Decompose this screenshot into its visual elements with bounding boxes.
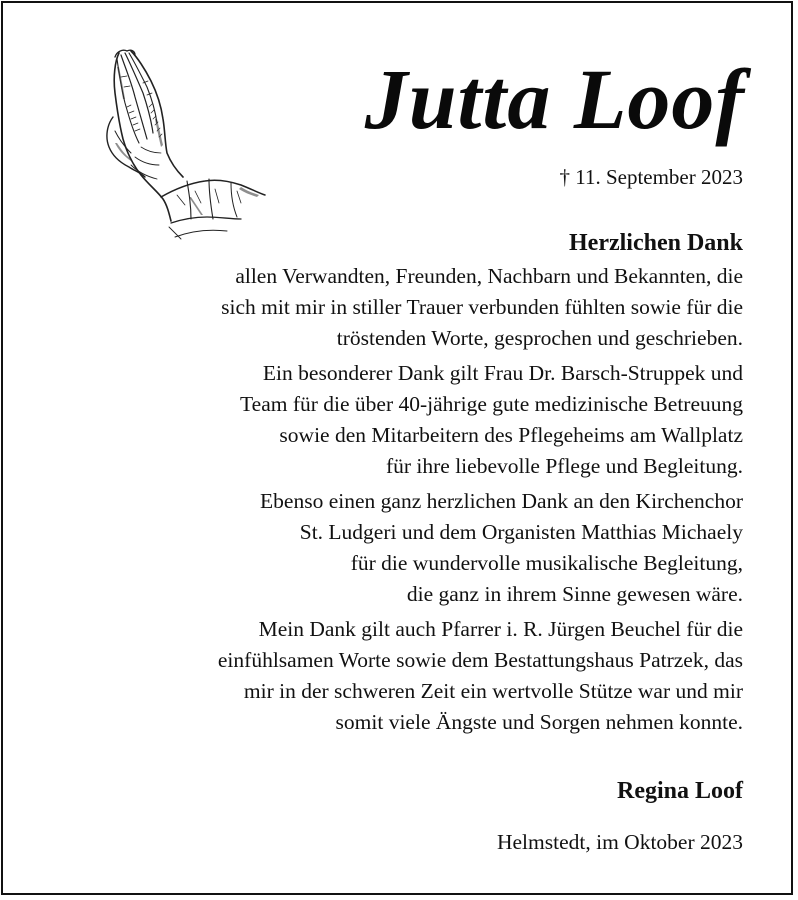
text-line: St. Ludgeri und dem Organisten Matthias Michaely bbox=[299, 520, 743, 544]
text-line: einfühlsamen Worte sowie dem Bestattungshaus Patrzek, das bbox=[217, 648, 743, 672]
text-line: somit viele Ängste und Sorgen nehmen konnte. bbox=[335, 710, 743, 734]
signature: Regina Loof bbox=[617, 778, 743, 804]
thank-you-text bbox=[23, 227, 743, 742]
notice-frame bbox=[1, 1, 793, 895]
text-line: Mein Dank gilt auch Pfarrer i. R. Jürgen Beuchel für die bbox=[258, 617, 743, 641]
text-line: die ganz in ihrem Sinne gewesen wäre. bbox=[406, 582, 743, 606]
text-line: allen Verwandten, Freunden, Nachbarn und Bekannten, die bbox=[235, 264, 743, 288]
paragraph-pastor bbox=[23, 614, 743, 738]
text-line: mir in der schweren Zeit ein wertvolle Stütze war und mir bbox=[243, 679, 743, 703]
text-line: tröstenden Worte, gesprochen und geschrieben. bbox=[336, 326, 743, 350]
paragraph-choir bbox=[23, 486, 743, 610]
paragraph-care bbox=[23, 358, 743, 482]
text-line: sowie den Mitarbeitern des Pflegeheims am Wallplatz bbox=[279, 423, 743, 447]
place-date: Helmstedt, im Oktober 2023 bbox=[496, 830, 743, 854]
text-line: sich mit mir in stiller Trauer verbunden fühlten sowie für die bbox=[221, 295, 743, 319]
text-line: Team für die über 40-jährige gute medizinische Betreuung bbox=[240, 392, 743, 416]
text-line: für die wundervolle musikalische Begleitung, bbox=[350, 551, 743, 575]
text-line: Ein besonderer Dank gilt Frau Dr. Barsch-Struppek und bbox=[262, 361, 743, 385]
thank-you-heading: Herzlichen Dank bbox=[569, 230, 743, 256]
praying-hands-icon bbox=[91, 47, 269, 245]
death-date: † 11. September 2023 bbox=[559, 165, 743, 189]
text-line: für ihre liebevolle Pflege und Begleitung. bbox=[385, 454, 743, 478]
paragraph-relatives bbox=[23, 261, 743, 354]
text-line: Ebenso einen ganz herzlichen Dank an den Kirchenchor bbox=[260, 489, 743, 513]
deceased-name: Jutta Loof bbox=[364, 51, 745, 147]
